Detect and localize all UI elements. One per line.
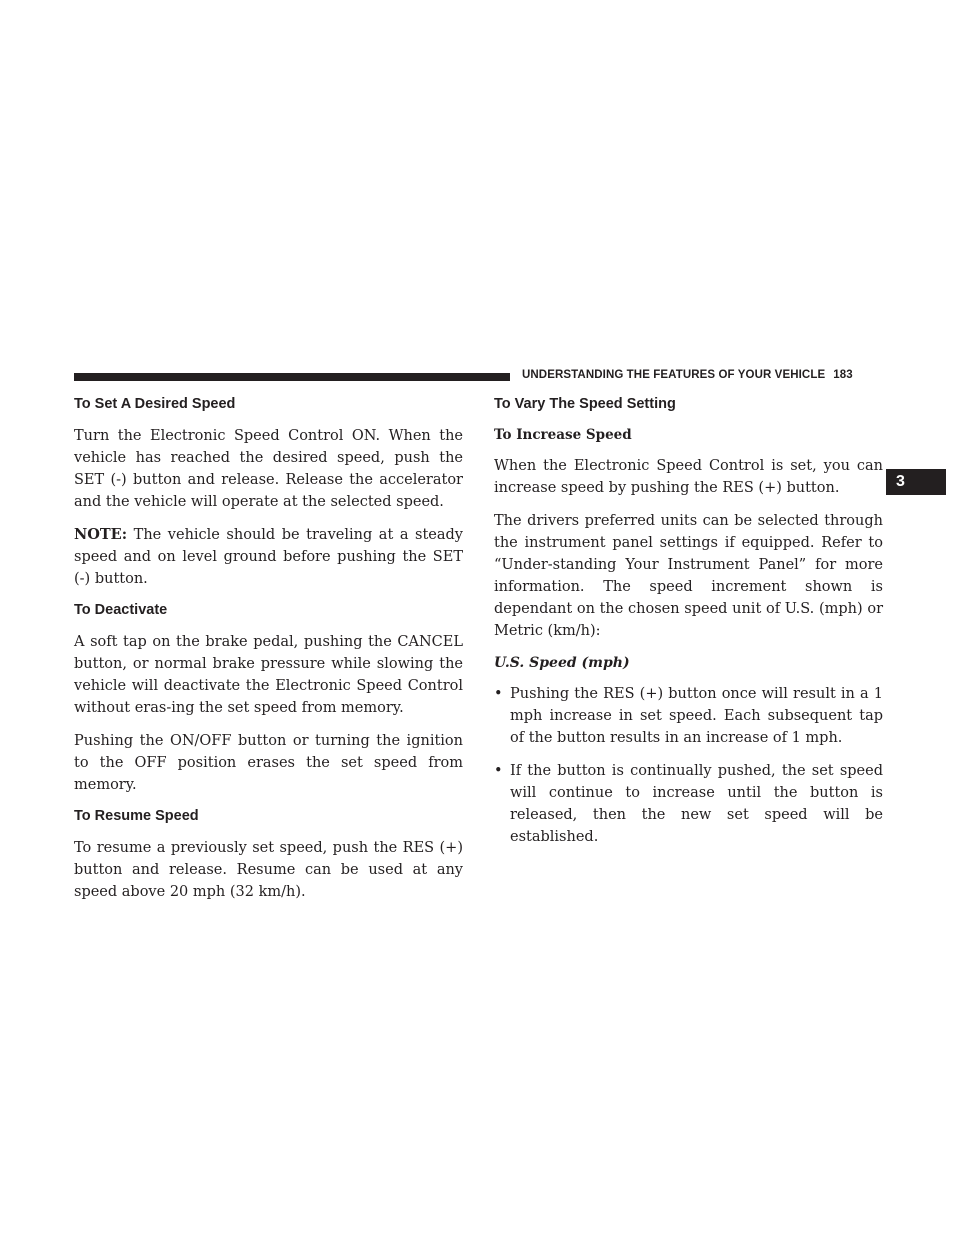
list-item-text: If the button is continually pushed, the set speed will continue to increase until the button is released, then the new set speed will be established.: [510, 763, 883, 845]
vary-speed-heading: To Vary The Speed Setting: [494, 396, 676, 412]
units-paragraph: The drivers preferred units can be selected through the instrument panel settings if equipped. Refer to “Under-standing Your Instrument Panel” for more information. The speed increment shown is dependant on the chosen speed unit of U.S. (mph) or Metric (km/h):: [494, 513, 883, 639]
running-header: [522, 369, 882, 381]
resume-heading: To Resume Speed: [74, 808, 199, 824]
resume-paragraph: To resume a previously set speed, push the RES (+) button and release. Resume can be used at any speed above 20 mph (32 km/h).: [74, 840, 463, 900]
deactivate-paragraph-2: Pushing the ON/OFF button or turning the ignition to the OFF position erases the set speed from memory.: [74, 733, 463, 793]
note-text: The vehicle should be traveling at a steady speed and on level ground before pushing the SET (-) button.: [74, 527, 463, 587]
increase-speed-subheading: To Increase Speed: [494, 427, 632, 443]
note-label: NOTE:: [74, 526, 128, 543]
right-column: [494, 395, 883, 859]
deactivate-heading: To Deactivate: [74, 602, 168, 618]
chapter-tab: 3: [886, 469, 946, 495]
list-item: [494, 760, 883, 848]
list-item-text: Pushing the RES (+) button once will result in a 1 mph increase in set speed. Each subsequent tap of the button results in an increase of 1 mph.: [510, 686, 883, 746]
left-column: [74, 395, 463, 914]
us-speed-list: [494, 683, 883, 848]
bullet-icon: •: [494, 763, 503, 779]
set-speed-heading: To Set A Desired Speed: [74, 396, 236, 412]
page-number: 183: [833, 369, 853, 381]
section-title: UNDERSTANDING THE FEATURES OF YOUR VEHICLE: [522, 369, 826, 381]
deactivate-paragraph-1: A soft tap on the brake pedal, pushing the CANCEL button, or normal brake pressure while slowing the vehicle will deactivate the Electronic Speed Control without eras-ing the set speed from memory.: [74, 634, 463, 716]
bullet-icon: •: [494, 686, 503, 702]
header-rule: [74, 373, 510, 381]
note-paragraph: [74, 524, 463, 590]
us-speed-heading: U.S. Speed (mph): [494, 655, 630, 671]
increase-speed-paragraph: When the Electronic Speed Control is set, you can increase speed by pushing the RES (+) button.: [494, 458, 883, 496]
set-speed-paragraph: Turn the Electronic Speed Control ON. When the vehicle has reached the desired speed, push the SET (-) button and release. Release the accelerator and the vehicle will operate at the selected speed.: [74, 428, 463, 510]
list-item: [494, 683, 883, 749]
